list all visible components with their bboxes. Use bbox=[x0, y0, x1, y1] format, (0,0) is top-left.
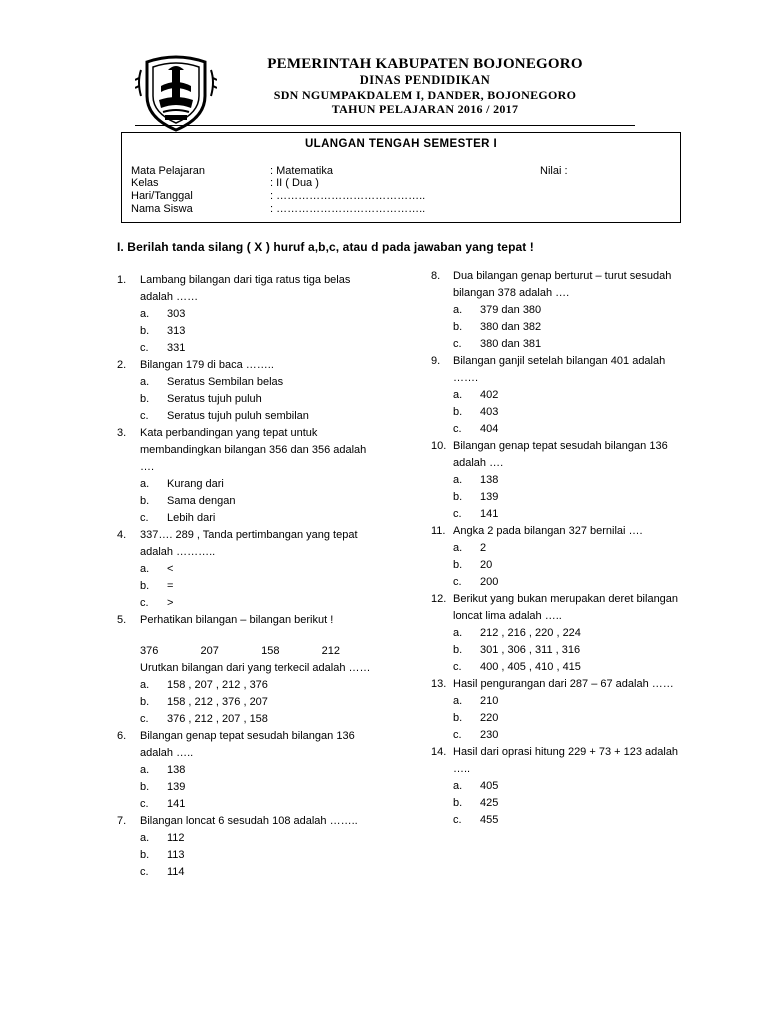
option-letter: a. bbox=[140, 308, 150, 320]
option-letter: b. bbox=[453, 406, 463, 418]
letterhead bbox=[220, 56, 630, 116]
question-number: 12. bbox=[431, 593, 447, 605]
option-letter: c. bbox=[453, 814, 462, 826]
option-text: 114 bbox=[167, 866, 185, 878]
answer-option bbox=[140, 493, 372, 510]
option-letter: a. bbox=[453, 542, 463, 554]
option-text: 2 bbox=[480, 542, 487, 554]
info-label: Nama Siswa bbox=[131, 203, 193, 215]
option-letter: b. bbox=[453, 491, 463, 503]
question-text: Kata perbandingan yang tepat untuk membandingkan bilangan 356 dan 356 adalah …. bbox=[140, 427, 367, 473]
option-letter: c. bbox=[453, 338, 462, 350]
question-text: Bilangan genap tepat sesudah bilangan 136 adalah ….. bbox=[140, 730, 355, 759]
option-text: = bbox=[167, 580, 174, 592]
option-letter: a. bbox=[140, 563, 150, 575]
question-text: Bilangan loncat 6 sesudah 108 adalah …….. bbox=[140, 815, 358, 827]
question-number: 4. bbox=[117, 529, 127, 541]
option-text: 113 bbox=[167, 849, 185, 861]
header-divider bbox=[135, 125, 635, 126]
questions-right-column bbox=[431, 268, 681, 829]
question-number: 14. bbox=[431, 746, 447, 758]
question-text-continued: Urutkan bilangan dari yang terkecil adalah …… bbox=[140, 662, 371, 674]
question-number: 6. bbox=[117, 730, 127, 742]
option-letter: c. bbox=[453, 508, 462, 520]
answer-option bbox=[140, 578, 372, 595]
option-text: Sama dengan bbox=[167, 495, 236, 507]
option-text: 425 bbox=[480, 797, 499, 809]
answer-option bbox=[453, 421, 681, 438]
option-letter: b. bbox=[140, 696, 150, 708]
info-value: : ………………………………….. bbox=[270, 203, 426, 215]
option-letter: a. bbox=[453, 627, 463, 639]
option-text: Seratus tujuh puluh sembilan bbox=[167, 410, 309, 422]
question-text: Berikut yang bukan merupakan deret bilangan loncat lima adalah ….. bbox=[453, 593, 679, 622]
sequence-number: 158 bbox=[261, 645, 280, 657]
option-letter: a. bbox=[453, 389, 463, 401]
question bbox=[431, 268, 681, 353]
option-text: Seratus tujuh puluh bbox=[167, 393, 262, 405]
question-text: Angka 2 pada bilangan 327 bernilai …. bbox=[453, 525, 643, 537]
info-label: Hari/Tanggal bbox=[131, 190, 193, 202]
question bbox=[117, 527, 372, 612]
question-number: 3. bbox=[117, 427, 127, 439]
option-letter: a. bbox=[453, 780, 463, 792]
question-text: 337…. 289 , Tanda pertimbangan yang tepat adalah ……….. bbox=[140, 529, 358, 558]
header-department: DINAS PENDIDIKAN bbox=[359, 73, 491, 87]
option-text: < bbox=[167, 563, 174, 575]
answer-option bbox=[140, 711, 372, 728]
answer-option bbox=[140, 830, 372, 847]
question-number: 2. bbox=[117, 359, 127, 371]
answer-option bbox=[453, 336, 681, 353]
question bbox=[431, 523, 681, 591]
option-letter: c. bbox=[140, 866, 149, 878]
option-letter: b. bbox=[140, 495, 150, 507]
header-year: TAHUN PELAJARAN 2016 / 2017 bbox=[331, 102, 519, 116]
question-text: Bilangan 179 di baca …….. bbox=[140, 359, 274, 371]
answer-option bbox=[140, 796, 372, 813]
question-text: Hasil dari oprasi hitung 229 + 73 + 123 adalah ….. bbox=[453, 746, 679, 775]
question-text: Bilangan ganjil setelah bilangan 401 adalah ……. bbox=[453, 355, 666, 384]
option-letter: b. bbox=[140, 393, 150, 405]
answer-option bbox=[453, 812, 681, 829]
answer-option bbox=[140, 391, 372, 408]
option-letter: a. bbox=[140, 376, 150, 388]
option-text: 402 bbox=[480, 389, 499, 401]
question bbox=[431, 591, 681, 676]
option-text: > bbox=[167, 597, 174, 609]
option-text: 158 , 207 , 212 , 376 bbox=[167, 679, 268, 691]
answer-option bbox=[140, 340, 372, 357]
option-text: 210 bbox=[480, 695, 499, 707]
option-letter: c. bbox=[140, 798, 149, 810]
option-text: 112 bbox=[167, 832, 185, 844]
question bbox=[117, 612, 372, 728]
answer-option bbox=[453, 659, 681, 676]
answer-option bbox=[140, 847, 372, 864]
answer-option bbox=[140, 762, 372, 779]
option-text: 139 bbox=[167, 781, 186, 793]
answer-option bbox=[453, 557, 681, 574]
question-number: 1. bbox=[117, 274, 127, 286]
answer-option bbox=[453, 693, 681, 710]
option-letter: a. bbox=[453, 474, 463, 486]
option-text: 400 , 405 , 410 , 415 bbox=[480, 661, 581, 673]
answer-option bbox=[453, 727, 681, 744]
info-label: Mata Pelajaran bbox=[131, 165, 205, 177]
option-letter: c. bbox=[140, 713, 149, 725]
question-text: Perhatikan bilangan – bilangan berikut ! bbox=[140, 614, 334, 626]
answer-option bbox=[140, 694, 372, 711]
option-text: 404 bbox=[480, 423, 499, 435]
questions-left-column bbox=[117, 272, 372, 881]
option-letter: b. bbox=[140, 781, 150, 793]
question-number: 5. bbox=[117, 614, 127, 626]
option-text: 313 bbox=[167, 325, 186, 337]
option-text: 380 dan 381 bbox=[480, 338, 542, 350]
option-text: Kurang dari bbox=[167, 478, 224, 490]
answer-option bbox=[140, 677, 372, 694]
option-letter: c. bbox=[140, 512, 149, 524]
option-text: 138 bbox=[167, 764, 186, 776]
option-text: 303 bbox=[167, 308, 186, 320]
answer-option bbox=[140, 779, 372, 796]
option-letter: b. bbox=[453, 797, 463, 809]
option-text: 139 bbox=[480, 491, 499, 503]
answer-option bbox=[453, 472, 681, 489]
answer-option bbox=[453, 506, 681, 523]
option-letter: a. bbox=[140, 832, 150, 844]
exam-title: ULANGAN TENGAH SEMESTER I bbox=[304, 138, 498, 150]
option-text: 200 bbox=[480, 576, 499, 588]
score-label: Nilai : bbox=[540, 165, 568, 177]
answer-option bbox=[140, 595, 372, 612]
answer-option bbox=[453, 319, 681, 336]
info-value: : II ( Dua ) bbox=[270, 177, 319, 189]
option-text: 138 bbox=[480, 474, 499, 486]
option-letter: c. bbox=[453, 661, 462, 673]
option-letter: b. bbox=[140, 325, 150, 337]
option-text: 403 bbox=[480, 406, 499, 418]
sequence-number: 212 bbox=[321, 645, 340, 657]
option-letter: b. bbox=[140, 580, 150, 592]
option-letter: c. bbox=[140, 342, 149, 354]
question-text: Dua bilangan genap berturut – turut sesudah bilangan 378 adalah …. bbox=[453, 270, 672, 299]
option-letter: c. bbox=[453, 423, 462, 435]
option-letter: b. bbox=[140, 849, 150, 861]
question bbox=[117, 425, 372, 527]
number-sequence bbox=[140, 643, 340, 660]
answer-option bbox=[453, 404, 681, 421]
question-number: 7. bbox=[117, 815, 127, 827]
option-text: 379 dan 380 bbox=[480, 304, 542, 316]
header-government: PEMERINTAH KABUPATEN BOJONEGORO bbox=[267, 56, 583, 72]
answer-option bbox=[140, 476, 372, 493]
question-number: 13. bbox=[431, 678, 447, 690]
question-number: 10. bbox=[431, 440, 447, 452]
option-letter: a. bbox=[140, 478, 150, 490]
option-text: 301 , 306 , 311 , 316 bbox=[480, 644, 581, 656]
instruction: I. Berilah tanda silang ( X ) huruf a,b,c, atau d pada jawaban yang tepat ! bbox=[117, 240, 534, 254]
question-text: Bilangan genap tepat sesudah bilangan 136 adalah …. bbox=[453, 440, 668, 469]
option-letter: a. bbox=[453, 304, 463, 316]
answer-option bbox=[453, 574, 681, 591]
option-text: 141 bbox=[167, 798, 186, 810]
option-letter: b. bbox=[453, 559, 463, 571]
option-text: 212 , 216 , 220 , 224 bbox=[480, 627, 581, 639]
question bbox=[117, 813, 372, 881]
answer-option bbox=[453, 795, 681, 812]
option-text: Seratus Sembilan belas bbox=[167, 376, 284, 388]
option-text: 230 bbox=[480, 729, 499, 741]
option-text: 376 , 212 , 207 , 158 bbox=[167, 713, 268, 725]
option-text: 455 bbox=[480, 814, 499, 826]
answer-option bbox=[453, 778, 681, 795]
option-text: Lebih dari bbox=[167, 512, 216, 524]
question bbox=[117, 272, 372, 357]
info-value: : ………………………………….. bbox=[270, 190, 426, 202]
sequence-number: 376 bbox=[140, 645, 159, 657]
question-number: 9. bbox=[431, 355, 441, 367]
option-letter: a. bbox=[140, 764, 150, 776]
option-letter: c. bbox=[453, 729, 462, 741]
question bbox=[431, 676, 681, 744]
question bbox=[117, 728, 372, 813]
option-letter: b. bbox=[453, 321, 463, 333]
header-school: SDN NGUMPAKDALEM I, DANDER, BOJONEGORO bbox=[273, 88, 577, 102]
option-letter: c. bbox=[453, 576, 462, 588]
option-text: 380 dan 382 bbox=[480, 321, 542, 333]
option-text: 158 , 212 , 376 , 207 bbox=[167, 696, 268, 708]
option-letter: c. bbox=[140, 410, 149, 422]
question-text: Lambang bilangan dari tiga ratus tiga belas adalah …… bbox=[140, 274, 351, 303]
question bbox=[431, 438, 681, 523]
info-label: Kelas bbox=[131, 177, 159, 189]
option-letter: c. bbox=[140, 597, 149, 609]
answer-option bbox=[453, 642, 681, 659]
answer-option bbox=[140, 561, 372, 578]
option-text: 220 bbox=[480, 712, 499, 724]
answer-option bbox=[453, 625, 681, 642]
answer-option bbox=[140, 510, 372, 527]
answer-option bbox=[453, 387, 681, 404]
option-text: 20 bbox=[480, 559, 493, 571]
sequence-number: 207 bbox=[200, 645, 219, 657]
answer-option bbox=[140, 323, 372, 340]
option-letter: a. bbox=[453, 695, 463, 707]
answer-option bbox=[140, 306, 372, 323]
answer-option bbox=[140, 374, 372, 391]
option-text: 141 bbox=[480, 508, 499, 520]
question-number: 8. bbox=[431, 270, 441, 282]
school-emblem-logo bbox=[135, 52, 217, 134]
answer-option bbox=[140, 864, 372, 881]
exam-info-box bbox=[121, 132, 681, 223]
option-text: 405 bbox=[480, 780, 499, 792]
answer-option bbox=[453, 489, 681, 506]
option-letter: b. bbox=[453, 644, 463, 656]
option-text: 331 bbox=[167, 342, 186, 354]
answer-option bbox=[453, 540, 681, 557]
answer-option bbox=[140, 408, 372, 425]
question-text: Hasil pengurangan dari 287 – 67 adalah …… bbox=[453, 678, 674, 690]
answer-option bbox=[453, 710, 681, 727]
answer-option bbox=[453, 302, 681, 319]
option-letter: a. bbox=[140, 679, 150, 691]
question bbox=[117, 357, 372, 425]
question bbox=[431, 744, 681, 829]
question-number: 11. bbox=[431, 525, 446, 537]
info-value: : Matematika bbox=[270, 165, 333, 177]
option-letter: b. bbox=[453, 712, 463, 724]
question bbox=[431, 353, 681, 438]
